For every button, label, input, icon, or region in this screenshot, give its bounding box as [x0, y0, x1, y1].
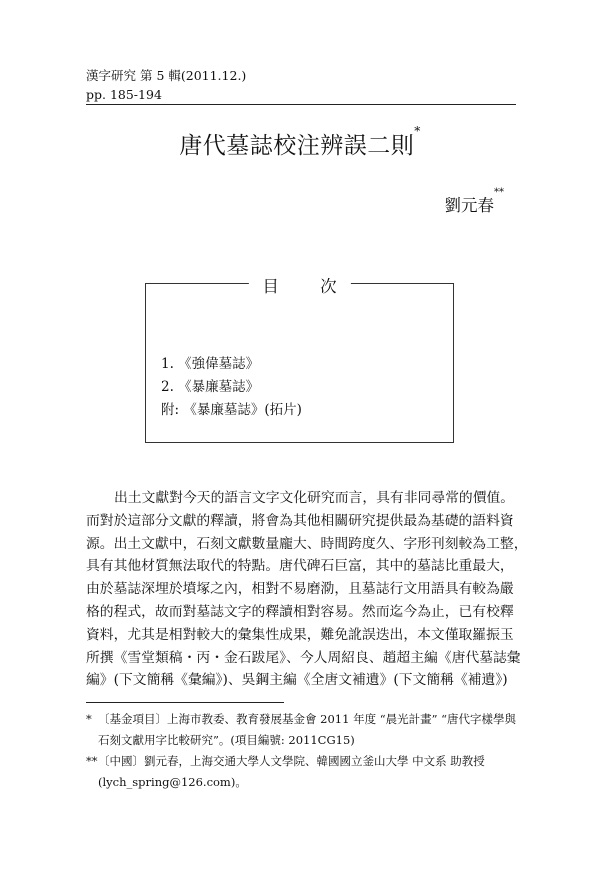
body-line: 格的程式，故而對墓誌文字的釋讀相對容易。然而迄今為止，已有校釋	[86, 603, 514, 620]
author-footnote-mark[interactable]: **	[494, 187, 504, 198]
footnote-text: (lych_spring@126.com)。	[98, 775, 247, 789]
footnote-funding	[86, 709, 526, 751]
body-line: 出土文獻對今天的語言文字文化研究而言，具有非同尋常的價值。	[114, 490, 515, 506]
author	[444, 187, 505, 216]
toc-item[interactable]: 1. 《強偉墓誌》	[161, 356, 260, 372]
body-line: 源。出土文獻中，石刻文獻數量龐大、時間跨度久、字形刊刻較為工整，	[86, 535, 528, 552]
body-line: 編》(下文簡稱《彙編》)、吳鋼主編《全唐文補遺》(下文簡稱《補遺》)	[86, 672, 508, 689]
toc-heading: 目 次	[248, 273, 350, 297]
footnote-mark: **	[86, 754, 98, 768]
toc-item[interactable]: 附: 《暴廉墓誌》(拓片)	[161, 402, 302, 418]
header-rule	[86, 104, 516, 105]
body-paragraph	[86, 487, 528, 692]
body-line: 由於墓誌深埋於墳塚之內，相對不易磨泐，且墓誌行文用語具有較為嚴	[86, 581, 514, 598]
toc-list	[161, 353, 302, 422]
paper-title	[0, 124, 600, 160]
footnote-mark: *	[86, 712, 92, 726]
table-of-contents	[145, 277, 454, 443]
footnote-text: 石刻文獻用字比較研究”。(項目編號: 2011CG15)	[98, 733, 355, 747]
footnote-rule	[86, 702, 284, 703]
running-header	[86, 66, 246, 104]
body-line: 具有其他材質無法取代的特點。唐代碑石巨富，其中的墓誌比重最大，	[86, 558, 514, 575]
paper-title-text: 唐代墓誌校注辨誤二則	[179, 133, 415, 159]
footnote-author	[86, 751, 526, 793]
body-line: 所撰《雪堂類稿・丙・金石跋尾》、今人周紹良、趙超主編《唐代墓誌彙	[86, 649, 521, 666]
body-line: 而對於這部分文獻的釋讀，將會為其他相關研究提供最為基礎的語料資	[86, 512, 514, 529]
body-line: 資料，尤其是相對較大的彙集性成果，難免訛誤迭出，本文僅取羅振玉	[86, 626, 514, 643]
toc-item[interactable]: 2. 《暴廉墓誌》	[161, 379, 260, 395]
journal-info: 漢字研究 第 5 輯(2011.12.)	[86, 68, 247, 83]
footnote-text: 〔基金項目〕上海市教委、教育發展基金會 2011 年度 “晨光計畫” “唐代字樣學與	[98, 712, 517, 726]
author-name: 劉元春	[444, 196, 494, 215]
footnote-text: 〔中國〕劉元春，上海交通大學人文學院、韓國國立釜山大學 中文系 助教授	[98, 754, 485, 768]
title-footnote-mark[interactable]: *	[414, 124, 421, 138]
page-range: pp. 185-194	[86, 87, 162, 102]
footnotes	[86, 709, 526, 793]
